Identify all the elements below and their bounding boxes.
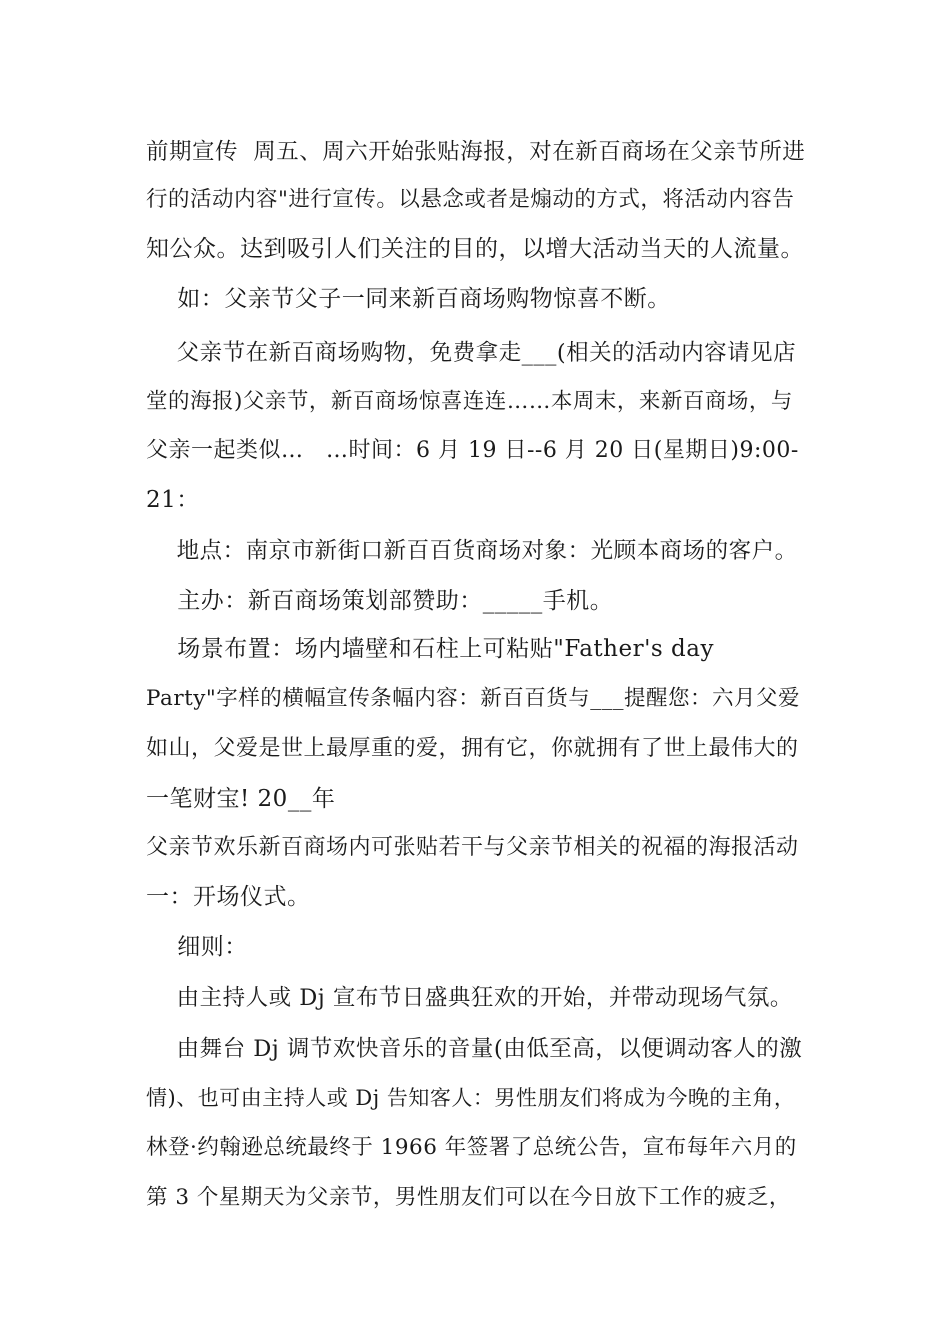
text-line: 父亲一起类似… …时间：6 月 19 日--6 月 20 日(星期日)9:00-	[146, 438, 799, 463]
text-line: 父亲节欢乐新百商场内可张贴若干与父亲节相关的祝福的海报活动	[146, 835, 799, 860]
text-line: 细则：	[146, 934, 248, 960]
text-line: 由主持人或 Dj 宣布节日盛典狂欢的开始，并带动现场气氛。	[146, 985, 793, 1011]
text-line: 前期宣传 周五、周六开始张贴海报，对在新百商场在父亲节所进	[146, 139, 806, 165]
text-line: 21：	[146, 487, 200, 513]
text-line: 如山，父爱是世上最厚重的爱，拥有它，你就拥有了世上最伟大的	[146, 736, 799, 761]
text-line: 一：开场仪式。	[146, 884, 311, 910]
text-line: 堂的海报)父亲节，新百商场惊喜连连……本周末，来新百商场，与	[146, 389, 793, 414]
text-line: 情)、也可由主持人或 Dj 告知客人：男性朋友们将成为今晚的主角，	[146, 1086, 796, 1110]
text-line: 第 3 个星期天为父亲节，男性朋友们可以在今日放下工作的疲乏，	[146, 1185, 791, 1210]
text-line: 主办：新百商场策划部赞助：_____手机。	[146, 588, 614, 614]
text-line: 由舞台 Dj 调节欢快音乐的音量(由低至高，以便调动客人的激	[146, 1036, 803, 1062]
text-line: 知公众。达到吸引人们关注的目的，以增大活动当天的人流量。	[146, 236, 804, 262]
text-line: 地点：南京市新街口新百百货商场对象：光顾本商场的客户。	[146, 538, 798, 564]
text-line: 如：父亲节父子一同来新百商场购物惊喜不断。	[146, 286, 671, 312]
text-line: 一笔财宝! 20__年	[146, 786, 336, 812]
text-line: 行的活动内容"进行宣传。以悬念或者是煽动的方式，将活动内容告	[146, 187, 795, 212]
text-line: 场景布置：场内墙壁和石柱上可粘贴"Father's day	[146, 636, 714, 662]
text-line: 林登·约翰逊总统最终于 1966 年签署了总统公告，宣布每年六月的	[146, 1135, 797, 1160]
text-line: Party"字样的横幅宣传条幅内容：新百百货与___提醒您：六月父爱	[146, 686, 801, 711]
text-line: 父亲节在新百商场购物，免费拿走___(相关的活动内容请见店	[146, 340, 797, 366]
